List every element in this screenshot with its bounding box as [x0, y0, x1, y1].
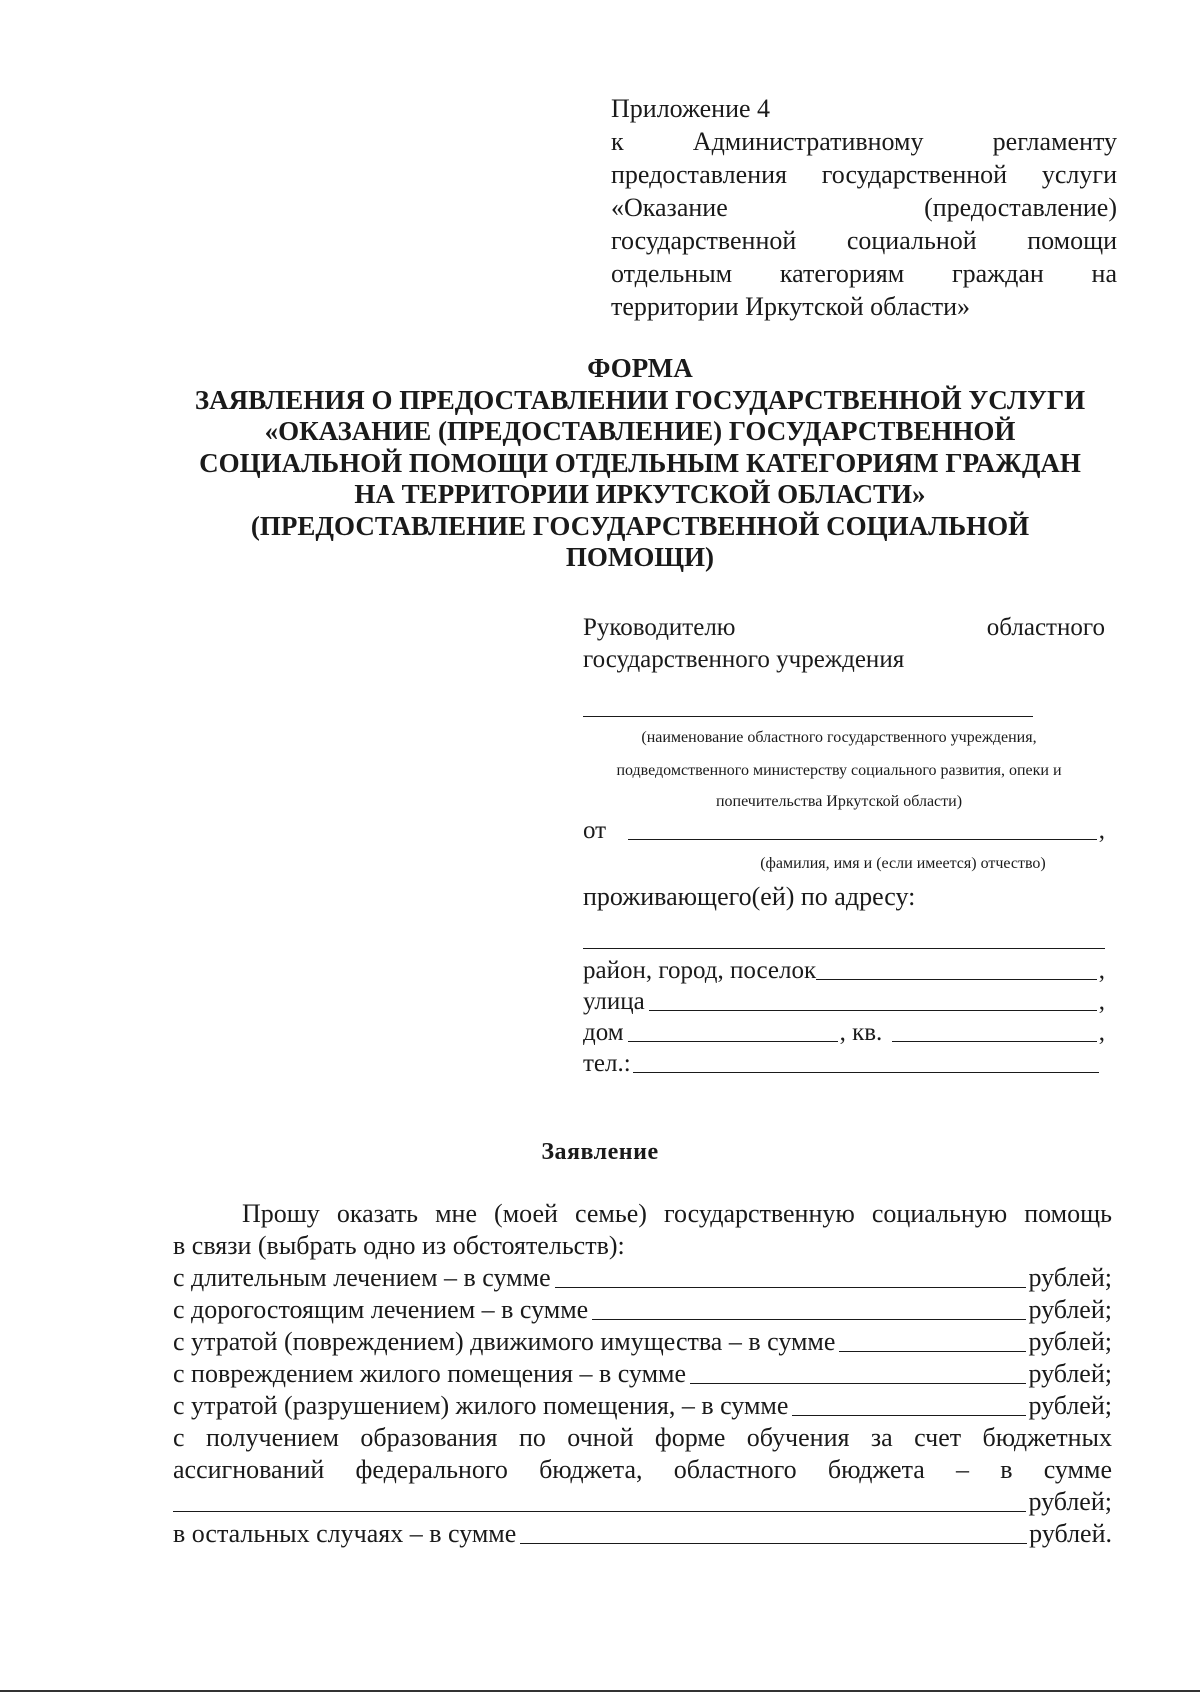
street-field[interactable]	[649, 1010, 1097, 1011]
statement-intro: Прошу оказать мне (моей семье) государственную социальную помощь	[242, 1199, 1112, 1228]
reason-row-expensive-treatment	[173, 1294, 1112, 1326]
reason-label: с утратой (повреждением) движимого имущества – в сумме	[173, 1327, 836, 1356]
institution-hint: попечительства Иркутской области)	[715, 793, 963, 810]
currency-label: рублей;	[1028, 1295, 1112, 1324]
comma: ,	[1098, 817, 1105, 844]
form-title	[150, 353, 1130, 574]
house-label: дом	[583, 1019, 624, 1046]
title-line: СОЦИАЛЬНОЙ ПОМОЩИ ОТДЕЛЬНЫМ КАТЕГОРИЯМ ГРАЖДАН	[199, 447, 1081, 478]
street-row	[583, 986, 1105, 1017]
address-field[interactable]	[583, 912, 1105, 949]
reason-row-movable-property	[173, 1326, 1112, 1358]
phone-field[interactable]	[633, 1072, 1099, 1073]
reason-label: с длительным лечением – в сумме	[173, 1263, 551, 1292]
reason-row-housing-damage	[173, 1358, 1112, 1390]
reason-label: с дорогостоящим лечением – в сумме	[173, 1295, 589, 1324]
house-field[interactable]	[628, 1041, 838, 1042]
currency-label: рублей;	[1028, 1327, 1112, 1356]
reason-label: в остальных случаях – в сумме	[173, 1519, 517, 1548]
district-field[interactable]	[816, 979, 1097, 980]
reason-education: с получением образования по очной форме обучения за счет бюджетных	[173, 1423, 1112, 1452]
amount-field[interactable]	[555, 1287, 1027, 1288]
fio-field[interactable]	[628, 839, 1097, 840]
currency-label: рублей;	[1028, 1263, 1112, 1292]
reason-row-housing-loss	[173, 1390, 1112, 1422]
appendix-line: территории Иркутской области»	[611, 292, 971, 321]
amount-field[interactable]	[792, 1415, 1026, 1416]
reason-education: ассигнований федерального бюджета, областного бюджета – в сумме	[173, 1455, 1112, 1484]
address-label: проживающего(ей) по адресу:	[583, 882, 916, 911]
title-line: ПОМОЩИ)	[565, 542, 715, 572]
phone-label: тел.:	[583, 1050, 631, 1077]
amount-field[interactable]	[839, 1351, 1026, 1352]
title-line: (ПРЕДОСТАВЛЕНИЕ ГОСУДАРСТВЕННОЙ СОЦИАЛЬНОЙ	[250, 510, 1030, 541]
addressee-block	[583, 612, 1105, 1079]
addressee-heading	[583, 612, 1105, 644]
statement-heading: Заявление	[541, 1139, 659, 1165]
comma: ,	[1098, 988, 1105, 1015]
appendix-line: к Административному регламенту	[611, 127, 1117, 156]
currency-label: рублей;	[1028, 1391, 1112, 1420]
currency-label: рублей;	[1028, 1487, 1112, 1516]
addressee-head-line: государственного учреждения	[583, 646, 905, 673]
institution-name-field[interactable]	[583, 676, 1033, 717]
statement-body	[173, 1198, 1112, 1550]
appendix-block	[611, 92, 1117, 323]
title-line: НА ТЕРРИТОРИИ ИРКУТСКОЙ ОБЛАСТИ»	[354, 479, 926, 509]
page-bottom-rule	[0, 1690, 1200, 1692]
education-amount-row	[173, 1486, 1112, 1518]
amount-field[interactable]	[520, 1543, 1027, 1544]
phone-row	[583, 1048, 1105, 1079]
from-label: от	[583, 817, 607, 844]
appendix-number: Приложение 4	[611, 94, 771, 123]
appendix-line: отдельным категориям граждан на	[611, 259, 1117, 288]
comma: ,	[1098, 957, 1105, 984]
appendix-line: государственной социальной помощи	[611, 226, 1117, 255]
house-row	[583, 1017, 1105, 1048]
amount-field[interactable]	[173, 1511, 1026, 1512]
addressee-head-word: Руководителю	[583, 614, 736, 641]
street-label: улица	[583, 988, 645, 1015]
flat-label: , кв.	[839, 1019, 883, 1046]
addressee-head-word: областного	[986, 614, 1105, 641]
amount-field[interactable]	[592, 1319, 1026, 1320]
currency-label: рублей;	[1028, 1359, 1112, 1388]
fio-hint: (фамилия, имя и (если имеется) отчество)	[760, 855, 1046, 872]
appendix-line: «Оказание (предоставление)	[611, 193, 1117, 222]
comma: ,	[1098, 1019, 1105, 1046]
reason-row-other	[173, 1518, 1112, 1550]
currency-label: рублей.	[1029, 1519, 1112, 1548]
appendix-line: предоставления государственной услуги	[611, 160, 1117, 189]
institution-hint: подведомственного министерству социального развития, опеки и	[616, 762, 1062, 779]
statement-intro: в связи (выбрать одно из обстоятельств):	[173, 1231, 625, 1260]
flat-field[interactable]	[892, 1041, 1096, 1042]
from-row	[583, 815, 1105, 846]
reason-label: с утратой (разрушением) жилого помещения, – в сумме	[173, 1391, 789, 1420]
title-line: «ОКАЗАНИЕ (ПРЕДОСТАВЛЕНИЕ) ГОСУДАРСТВЕННОЙ	[264, 416, 1016, 446]
district-row	[583, 955, 1105, 986]
district-label: район, город, поселок	[583, 957, 817, 984]
title-line: ФОРМА	[587, 353, 693, 383]
institution-hint: (наименование областного государственного учреждения,	[641, 729, 1037, 746]
reason-row-long-treatment	[173, 1262, 1112, 1294]
reason-label: с повреждением жилого помещения – в сумме	[173, 1359, 687, 1388]
title-line: ЗАЯВЛЕНИЯ О ПРЕДОСТАВЛЕНИИ ГОСУДАРСТВЕННОЙ УСЛУГИ	[194, 384, 1086, 415]
amount-field[interactable]	[690, 1383, 1026, 1384]
